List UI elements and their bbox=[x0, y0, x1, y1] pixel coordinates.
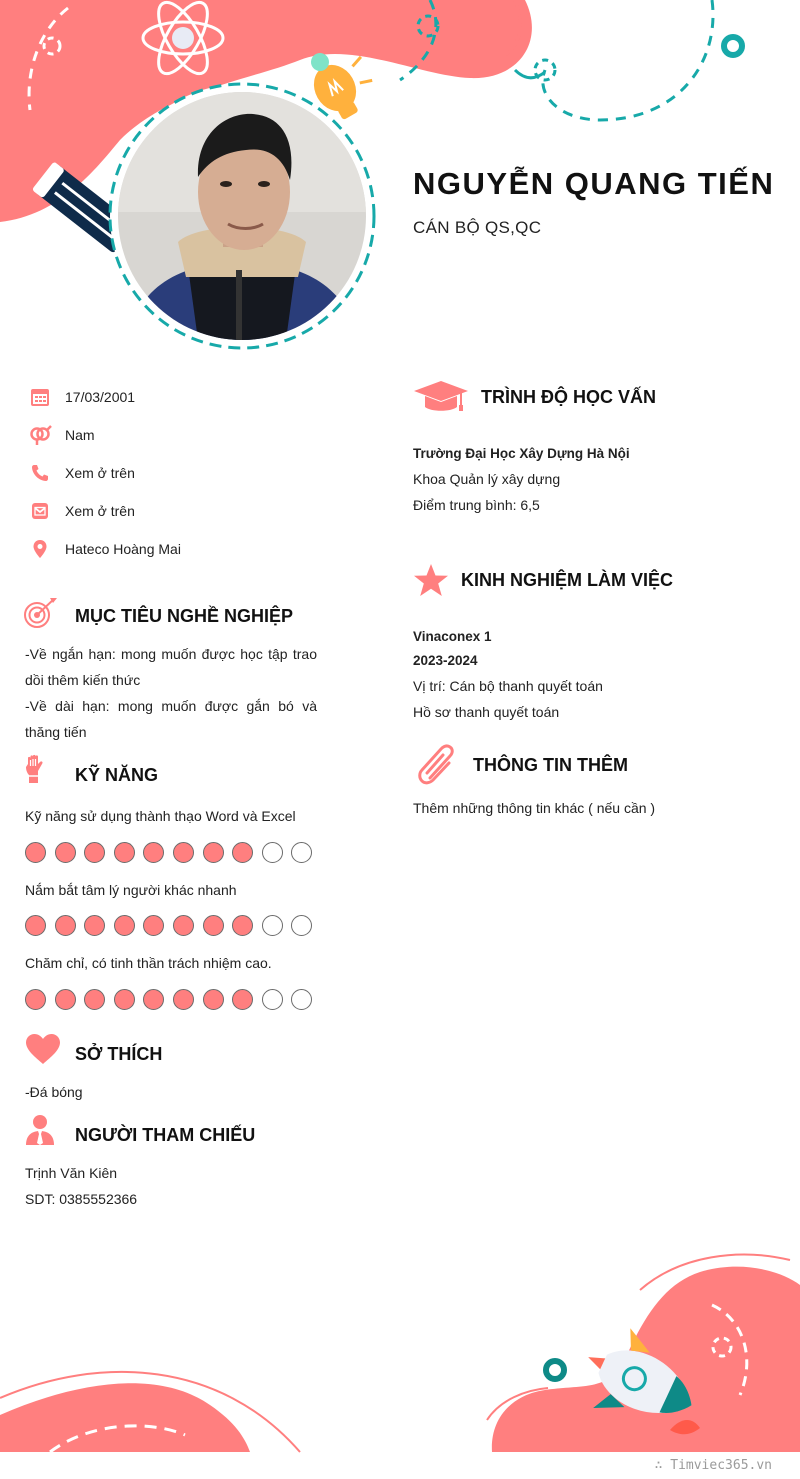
candidate-name: NGUYỄN QUANG TIẾN bbox=[413, 166, 775, 201]
objective-line: -Về ngắn hạn: mong muốn được học tập trao dồi thêm kiến thức bbox=[25, 646, 317, 688]
hobbies-text: -Đá bóng bbox=[25, 1084, 83, 1100]
rating-dot-filled bbox=[173, 842, 194, 863]
location-icon bbox=[28, 537, 52, 561]
contact-phone bbox=[28, 461, 135, 485]
rating-dot-filled bbox=[84, 842, 105, 863]
skills-title: KỸ NĂNG bbox=[75, 765, 159, 785]
rating-dot-filled bbox=[84, 989, 105, 1010]
gender-icon bbox=[28, 423, 52, 447]
calendar-icon bbox=[28, 385, 52, 409]
address-text: Hateco Hoàng Mai bbox=[65, 541, 181, 557]
heart-icon bbox=[25, 1033, 61, 1070]
rating-dot-empty bbox=[291, 989, 312, 1010]
additional-text: Thêm những thông tin khác ( nếu cần ) bbox=[413, 800, 656, 816]
rating-dot-filled bbox=[55, 915, 76, 936]
contact-address bbox=[28, 537, 181, 561]
skill-rating bbox=[25, 915, 312, 936]
contact-email bbox=[28, 499, 135, 523]
skill-rating bbox=[25, 842, 312, 863]
star-icon bbox=[413, 563, 449, 602]
experience-title: KINH NGHIỆM LÀM VIỆC bbox=[461, 570, 674, 590]
hobbies-title: SỞ THÍCH bbox=[75, 1044, 163, 1064]
experience-description: Hồ sơ thanh quyết toán bbox=[413, 704, 560, 720]
rating-dot-filled bbox=[232, 842, 253, 863]
rating-dot-empty bbox=[262, 989, 283, 1010]
rating-dot-filled bbox=[55, 842, 76, 863]
rating-dot-filled bbox=[143, 989, 164, 1010]
watermark: ∴ Timviec365.vn bbox=[654, 1458, 772, 1473]
phone-icon bbox=[28, 461, 52, 485]
rating-dot-empty bbox=[262, 915, 283, 936]
skill-name: Nắm bắt tâm lý người khác nhanh bbox=[25, 882, 237, 898]
skill-name: Chăm chỉ, có tinh thần trách nhiệm cao. bbox=[25, 955, 272, 971]
phone-text: Xem ở trên bbox=[65, 465, 135, 481]
rating-dot-filled bbox=[84, 915, 105, 936]
rating-dot-filled bbox=[232, 915, 253, 936]
email-text: Xem ở trên bbox=[65, 503, 135, 519]
rating-dot-empty bbox=[291, 915, 312, 936]
rating-dot-filled bbox=[173, 915, 194, 936]
education-title: TRÌNH ĐỘ HỌC VẤN bbox=[481, 387, 656, 407]
target-icon bbox=[24, 597, 58, 634]
watermark-text: Timviec365.vn bbox=[670, 1458, 772, 1473]
graduation-cap-icon bbox=[413, 380, 469, 419]
footer-decoration bbox=[0, 1230, 800, 1479]
rating-dot-filled bbox=[173, 989, 194, 1010]
person-icon bbox=[25, 1114, 55, 1151]
contact-gender bbox=[28, 423, 95, 447]
additional-title: THÔNG TIN THÊM bbox=[473, 755, 628, 775]
rating-dot-empty bbox=[262, 842, 283, 863]
rating-dot-filled bbox=[25, 989, 46, 1010]
experience-position: Vị trí: Cán bộ thanh quyết toán bbox=[413, 678, 603, 694]
education-gpa: Điểm trung bình: 6,5 bbox=[413, 497, 540, 513]
rating-dot-filled bbox=[143, 915, 164, 936]
rating-dot-filled bbox=[203, 842, 224, 863]
rating-dot-filled bbox=[203, 915, 224, 936]
education-faculty: Khoa Quản lý xây dựng bbox=[413, 471, 561, 487]
profile-photo bbox=[118, 92, 366, 340]
rating-dot-filled bbox=[55, 989, 76, 1010]
skill-name: Kỹ năng sử dụng thành thạo Word và Excel bbox=[25, 808, 296, 824]
rating-dot-filled bbox=[114, 915, 135, 936]
skill-rating bbox=[25, 989, 312, 1010]
education-school: Trường Đại Học Xây Dựng Hà Nội bbox=[413, 446, 630, 461]
job-title: CÁN BỘ QS,QC bbox=[413, 218, 542, 237]
gender-text: Nam bbox=[65, 427, 95, 443]
objective-title: MỤC TIÊU NGHỀ NGHIỆP bbox=[75, 606, 294, 626]
rating-dot-filled bbox=[25, 915, 46, 936]
email-icon bbox=[28, 499, 52, 523]
experience-company: Vinaconex 1 bbox=[413, 629, 492, 644]
birthday-text: 17/03/2001 bbox=[65, 389, 136, 405]
objective-line: -Về dài hạn: mong muốn được gắn bó và thăng tiến bbox=[25, 698, 317, 740]
rating-dot-empty bbox=[291, 842, 312, 863]
contact-birthday bbox=[28, 385, 136, 409]
experience-period: 2023-2024 bbox=[413, 653, 478, 668]
reference-name: Trịnh Văn Kiên bbox=[25, 1165, 118, 1181]
references-title: NGƯỜI THAM CHIẾU bbox=[75, 1125, 256, 1145]
rating-dot-filled bbox=[25, 842, 46, 863]
paperclip-icon bbox=[416, 744, 458, 791]
rating-dot-filled bbox=[143, 842, 164, 863]
rating-dot-filled bbox=[114, 842, 135, 863]
rating-dot-filled bbox=[232, 989, 253, 1010]
hand-icon bbox=[24, 754, 48, 789]
objective-text bbox=[25, 641, 317, 745]
rating-dot-filled bbox=[114, 989, 135, 1010]
reference-phone: SDT: 0385552366 bbox=[25, 1191, 138, 1207]
rating-dot-filled bbox=[203, 989, 224, 1010]
